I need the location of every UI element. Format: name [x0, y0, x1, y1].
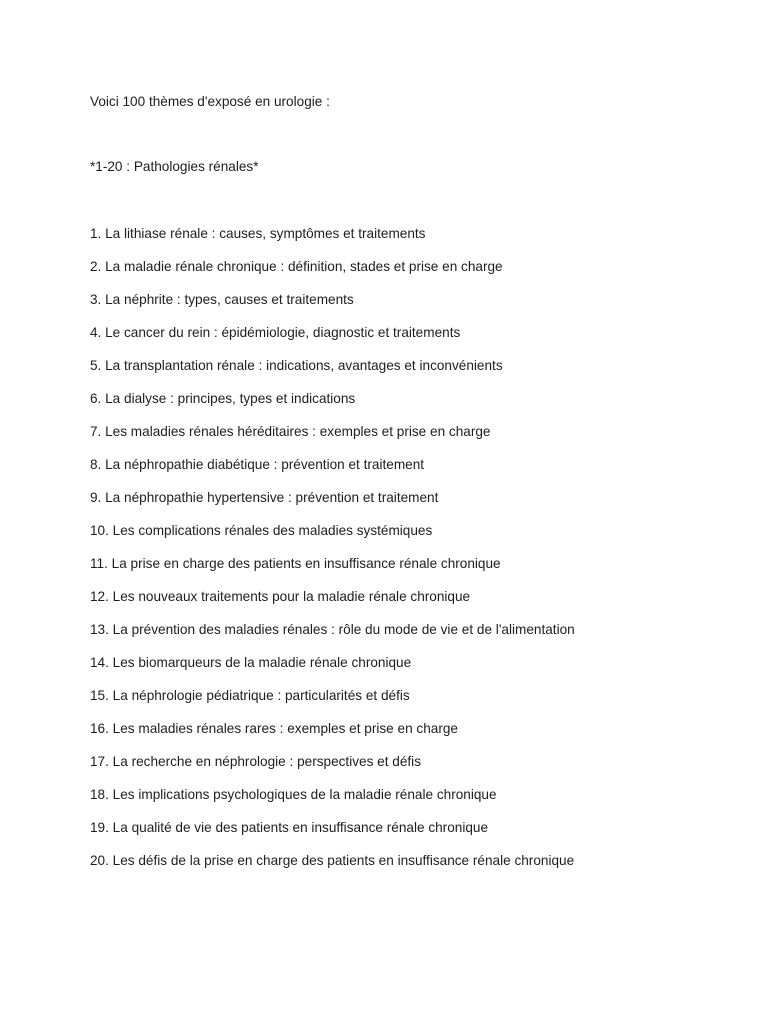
list-item: 10. Les complications rénales des maladies systémiques — [90, 523, 433, 538]
list-item: 3. La néphrite : types, causes et traitements — [90, 292, 354, 307]
list-item: 17. La recherche en néphrologie : perspectives et défis — [90, 754, 421, 769]
list-item: 2. La maladie rénale chronique : définition, stades et prise en charge — [90, 259, 503, 274]
list-item: 1. La lithiase rénale : causes, symptômes et traitements — [90, 226, 426, 241]
intro-text: Voici 100 thèmes d'exposé en urologie : — [90, 94, 330, 109]
list-item: 20. Les défis de la prise en charge des patients en insuffisance rénale chronique — [90, 853, 575, 868]
list-item: 15. La néphrologie pédiatrique : particularités et défis — [90, 688, 410, 703]
list-item: 9. La néphropathie hypertensive : prévention et traitement — [90, 490, 439, 505]
theme-list — [90, 224, 730, 871]
list-item: 12. Les nouveaux traitements pour la maladie rénale chronique — [90, 589, 471, 604]
list-item: 16. Les maladies rénales rares : exemples et prise en charge — [90, 721, 458, 736]
list-item: 11. La prise en charge des patients en insuffisance rénale chronique — [90, 556, 501, 571]
list-item: 18. Les implications psychologiques de la maladie rénale chronique — [90, 787, 497, 802]
list-item: 14. Les biomarqueurs de la maladie rénale chronique — [90, 655, 412, 670]
list-item: 13. La prévention des maladies rénales : rôle du mode de vie et de l'alimentation — [90, 622, 575, 637]
list-item: 6. La dialyse : principes, types et indications — [90, 391, 356, 406]
document-body — [90, 92, 730, 871]
list-item: 5. La transplantation rénale : indications, avantages et inconvénients — [90, 358, 503, 373]
list-item: 4. Le cancer du rein : épidémiologie, diagnostic et traitements — [90, 325, 461, 340]
list-item: 8. La néphropathie diabétique : prévention et traitement — [90, 457, 425, 472]
section-heading: *1-20 : Pathologies rénales* — [90, 159, 259, 174]
list-item: 7. Les maladies rénales héréditaires : exemples et prise en charge — [90, 424, 491, 439]
list-item: 19. La qualité de vie des patients en insuffisance rénale chronique — [90, 820, 489, 835]
